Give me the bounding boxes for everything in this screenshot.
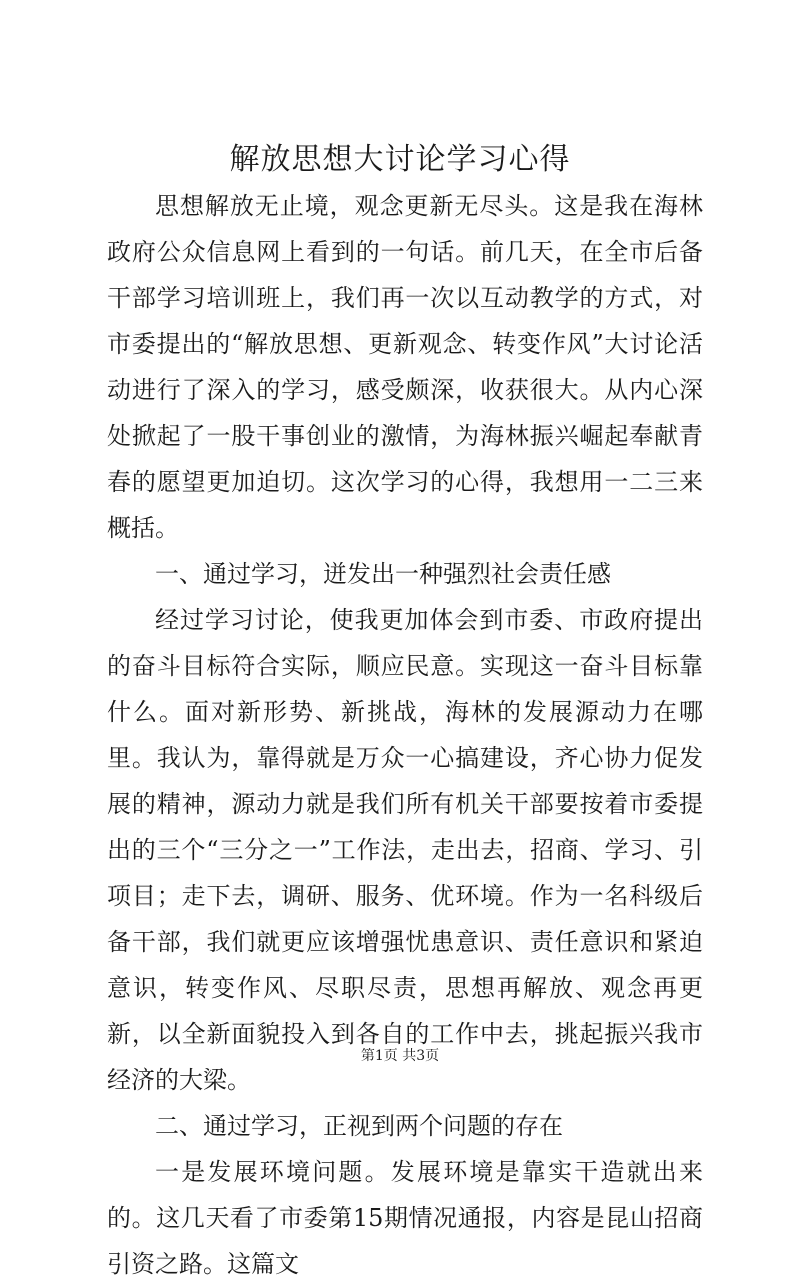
paragraph-section-2: 一是发展环境问题。发展环境是靠实干造就出来的。这几天看了市委第15期情况通报，内容是昆山招商引资之路。这篇文 bbox=[107, 1158, 703, 1278]
section-heading-1: 一、通过学习，迸发出一种强烈社会责任感 bbox=[155, 560, 611, 588]
document-title: 解放思想大讨论学习心得 bbox=[229, 142, 571, 177]
paragraph-intro: 思想解放无止境，观念更新无尽头。这是我在海林政府公众信息网上看到的一句话。前几天，在全市后备干部学习培训班上，我们再一次以互动教学的方式，对市委提出的“解放思想、更新观念、转变作风”大讨论活动进行了深入的学习，感受颇深，收获很大。从内心深处掀起了一股干事创业的激情，为海林振兴崛起奉献青春的愿望更加迫切。这次学习的心得，我想用一二三来概括。 bbox=[107, 192, 703, 542]
paragraph-section-1: 经过学习讨论，使我更加体会到市委、市政府提出的奋斗目标符合实际，顺应民意。实现这一奋斗目标靠什么。面对新形势、新挑战，海林的发展源动力在哪里。我认为，靠得就是万众一心搞建设，齐心协力促发展的精神，源动力就是我们所有机关干部要按着市委提出的三个“三分之一”工作法，走出去，招商、学习、引项目；走下去，调研、服务、优环境。作为一名科级后备干部，我们就更应该增强忧患意识、责任意识和紧迫意识，转变作风、尽职尽责，思想再解放、观念再更新，以全新面貌投入到各自的工作中去，挑起振兴我市经济的大梁。 bbox=[107, 606, 703, 1094]
section-heading-2: 二、通过学习，正视到两个问题的存在 bbox=[155, 1112, 563, 1140]
page-number-footer: 第1页 共3页 bbox=[360, 1048, 440, 1064]
document-body bbox=[107, 183, 703, 1287]
